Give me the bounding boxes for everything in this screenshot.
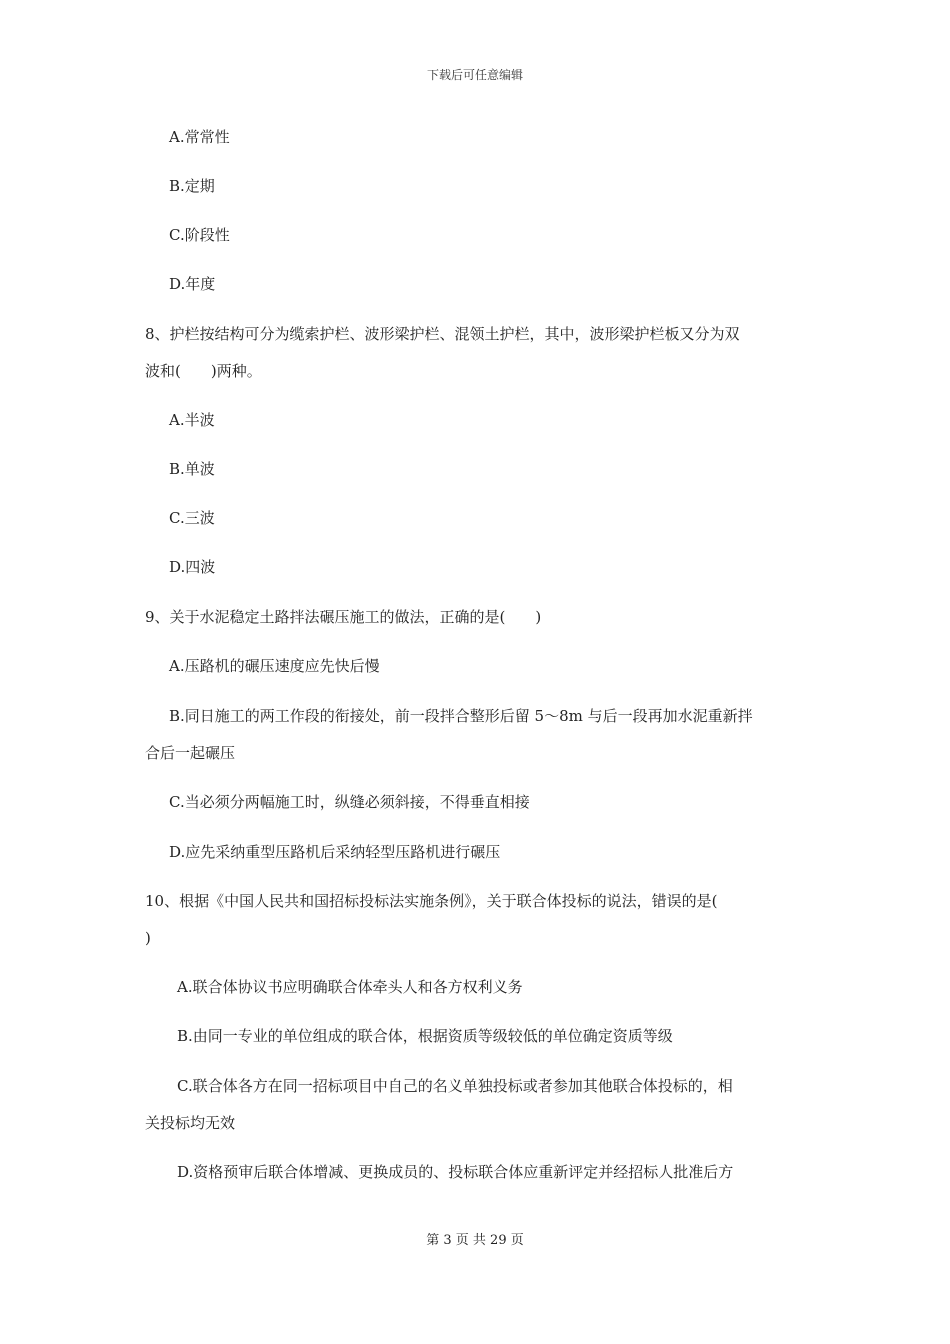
q10-option-c-line1: C.联合体各方在同一招标项目中自己的名义单独投标或者参加其他联合体投标的，相 (177, 1077, 733, 1095)
q10-option-c-line2: 关投标均无效 (145, 1114, 236, 1132)
q8-option-a: A.半波 (169, 411, 215, 429)
q7-option-a: A.常常性 (169, 128, 230, 146)
q9-option-a: A.压路机的碾压速度应先快后慢 (169, 657, 380, 675)
q8-option-b: B.单波 (169, 460, 215, 478)
q7-option-d: D.年度 (169, 275, 216, 293)
q7-option-b: B.定期 (169, 177, 215, 195)
q10-stem-line2: ) (145, 929, 151, 947)
q8-option-c: C.三波 (169, 509, 215, 527)
q8-stem-line2: 波和( )两种。 (145, 362, 262, 380)
q9-option-b-line1: B.同日施工的两工作段的衔接处，前一段拌合整形后留 5～8m 与后一段再加水泥重新拌 (169, 707, 753, 725)
page-footer: 第 3 页 共 29 页 (426, 1233, 524, 1248)
q10-option-a: A.联合体协议书应明确联合体牵头人和各方权利义务 (177, 978, 523, 996)
q9-option-c: C.当必须分两幅施工时，纵缝必须斜接，不得垂直相接 (169, 793, 530, 811)
q9-option-d: D.应先采纳重型压路机后采纳轻型压路机进行碾压 (169, 843, 501, 861)
q10-stem-line1: 10、根据《中国人民共和国招标投标法实施条例》，关于联合体投标的说法，错误的是( (145, 892, 718, 910)
q8-option-d: D.四波 (169, 558, 216, 576)
page-header: 下载后可任意编辑 (426, 68, 523, 82)
q7-option-c: C.阶段性 (169, 226, 230, 244)
q8-stem-line1: 8、护栏按结构可分为缆索护栏、波形梁护栏、混领土护栏，其中，波形梁护栏板又分为双 (145, 325, 740, 343)
q9-stem: 9、关于水泥稳定土路拌法碾压施工的做法，正确的是( ) (145, 608, 542, 626)
q9-option-b-line2: 合后一起碾压 (145, 744, 236, 762)
q10-option-d-line1: D.资格预审后联合体增减、更换成员的、投标联合体应重新评定并经招标人批准后方 (177, 1163, 734, 1181)
q10-option-b: B.由同一专业的单位组成的联合体，根据资质等级较低的单位确定资质等级 (177, 1027, 673, 1045)
